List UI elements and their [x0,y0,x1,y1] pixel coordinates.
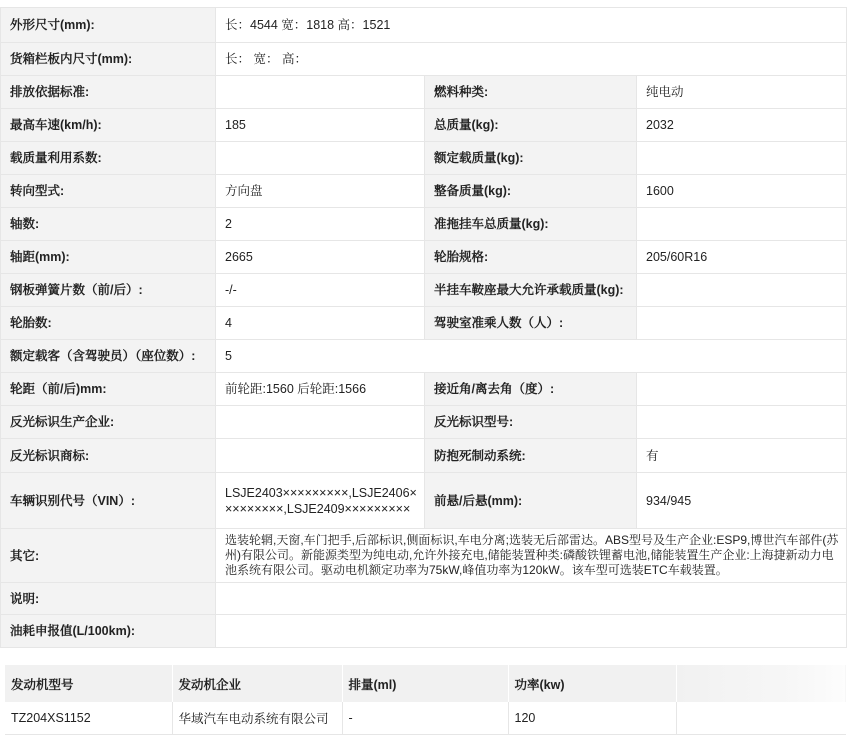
cab-capacity-label: 驾驶室准乘人数（人）: [425,307,637,340]
tire-count-label: 轮胎数: [1,307,216,340]
spec-row-spring [1,274,847,307]
table-row [5,702,846,735]
tire-spec-value: 205/60R16 [637,241,847,274]
note-value [216,583,847,615]
overhang-value: 934/945 [637,473,847,529]
emission-standard-label: 排放依据标准: [1,76,216,109]
engine-table-header [5,665,846,702]
spec-row-speed [1,109,847,142]
fuel-type-label: 燃料种类: [425,76,637,109]
load-coefficient-label: 载质量利用系数: [1,142,216,175]
load-coefficient-value [216,142,425,175]
saddle-load-label: 半挂车鞍座最大允许承载质量(kg): [425,274,637,307]
tire-count-value: 4 [216,307,425,340]
cab-capacity-value [637,307,847,340]
empty-header-cell [676,665,846,702]
engine-maker-value: 华域汽车电动系统有限公司 [172,702,342,735]
engine-model-header: 发动机型号 [5,665,172,702]
spec-row-dimensions [1,8,847,43]
abs-value: 有 [637,439,847,473]
max-speed-value: 185 [216,109,425,142]
reflector-model-value [637,406,847,439]
engine-table [5,665,847,735]
fuel-consumption-value [216,615,847,648]
engine-maker-header: 发动机企业 [172,665,342,702]
wheelbase-value: 2665 [216,241,425,274]
spec-row-seats [1,340,847,373]
spec-row-note [1,583,847,615]
overhang-label: 前悬/后悬(mm): [425,473,637,529]
vin-label: 车辆识别代号（VIN）: [1,473,216,529]
other-value: 选装轮辋,天窗,车门把手,后部标识,侧面标识,车电分离;选装无后部雷达。ABS型号及生产企业:ESP9,博世汽车部件(苏州)有限公司。新能源类型为纯电动,允许外接充电,储能装置种类:磷酸铁锂蓄电池,储能装置生产企业:上海捷新动力电池系统有限公司。驱动电机额定功率为75kW,峰值功率为120kW。该车型可选装ETC车载装置。 [216,529,847,583]
reflector-model-label: 反光标识型号: [425,406,637,439]
seats-value: 5 [216,340,847,373]
total-mass-label: 总质量(kg): [425,109,637,142]
fuel-type-value: 纯电动 [637,76,847,109]
axles-value: 2 [216,208,425,241]
reflector-brand-value [216,439,425,473]
emission-standard-value [216,76,425,109]
reflector-brand-label: 反光标识商标: [1,439,216,473]
vin-value: LSJE2403×××××××××,LSJE2406×××××××××,LSJE2409××××××××× [216,473,425,529]
spec-row-steering [1,175,847,208]
spec-row-tires [1,307,847,340]
steering-value: 方向盘 [216,175,425,208]
spec-row-emission [1,76,847,109]
total-mass-value: 2032 [637,109,847,142]
wheelbase-label: 轴距(mm): [1,241,216,274]
spec-row-axles [1,208,847,241]
fuel-consumption-label: 油耗申报值(L/100km): [1,615,216,648]
power-header: 功率(kw) [508,665,676,702]
empty-row-cell [676,702,846,735]
note-label: 说明: [1,583,216,615]
axles-label: 轴数: [1,208,216,241]
spring-leaves-value: -/- [216,274,425,307]
spec-row-wheelbase [1,241,847,274]
rated-load-value [637,142,847,175]
displacement-header: 排量(ml) [342,665,508,702]
abs-label: 防抱死制动系统: [425,439,637,473]
spec-row-reflector-mfr [1,406,847,439]
spec-row-cargo [1,43,847,76]
dimensions-label: 外形尺寸(mm): [1,8,216,43]
cargo-size-value: 长： 宽： 高： [216,43,847,76]
max-speed-label: 最高车速(km/h): [1,109,216,142]
trailer-mass-label: 准拖挂车总质量(kg): [425,208,637,241]
track-width-label: 轮距（前/后)mm: [1,373,216,406]
spec-row-load [1,142,847,175]
spring-leaves-label: 钢板弹簧片数（前/后）: [1,274,216,307]
spec-row-reflector-brand [1,439,847,473]
spec-row-track [1,373,847,406]
saddle-load-value [637,274,847,307]
track-width-value: 前轮距:1560 后轮距:1566 [216,373,425,406]
approach-angle-value [637,373,847,406]
power-value: 120 [508,702,676,735]
spec-row-vin [1,473,847,529]
spec-row-other [1,529,847,583]
spec-row-fuel-consumption [1,615,847,648]
steering-label: 转向型式: [1,175,216,208]
tire-spec-label: 轮胎规格: [425,241,637,274]
curb-mass-label: 整备质量(kg): [425,175,637,208]
reflector-mfr-label: 反光标识生产企业: [1,406,216,439]
rated-load-label: 额定载质量(kg): [425,142,637,175]
dimensions-value: 长：4544 宽：1818 高：1521 [216,8,847,43]
curb-mass-value: 1600 [637,175,847,208]
approach-angle-label: 接近角/离去角（度）: [425,373,637,406]
cargo-size-label: 货箱栏板内尺寸(mm): [1,43,216,76]
displacement-value: - [342,702,508,735]
trailer-mass-value [637,208,847,241]
reflector-mfr-value [216,406,425,439]
vehicle-spec-table [0,7,847,648]
other-label: 其它: [1,529,216,583]
seats-label: 额定载客（含驾驶员）（座位数）: [1,340,216,373]
engine-model-value: TZ204XS1152 [5,702,172,735]
